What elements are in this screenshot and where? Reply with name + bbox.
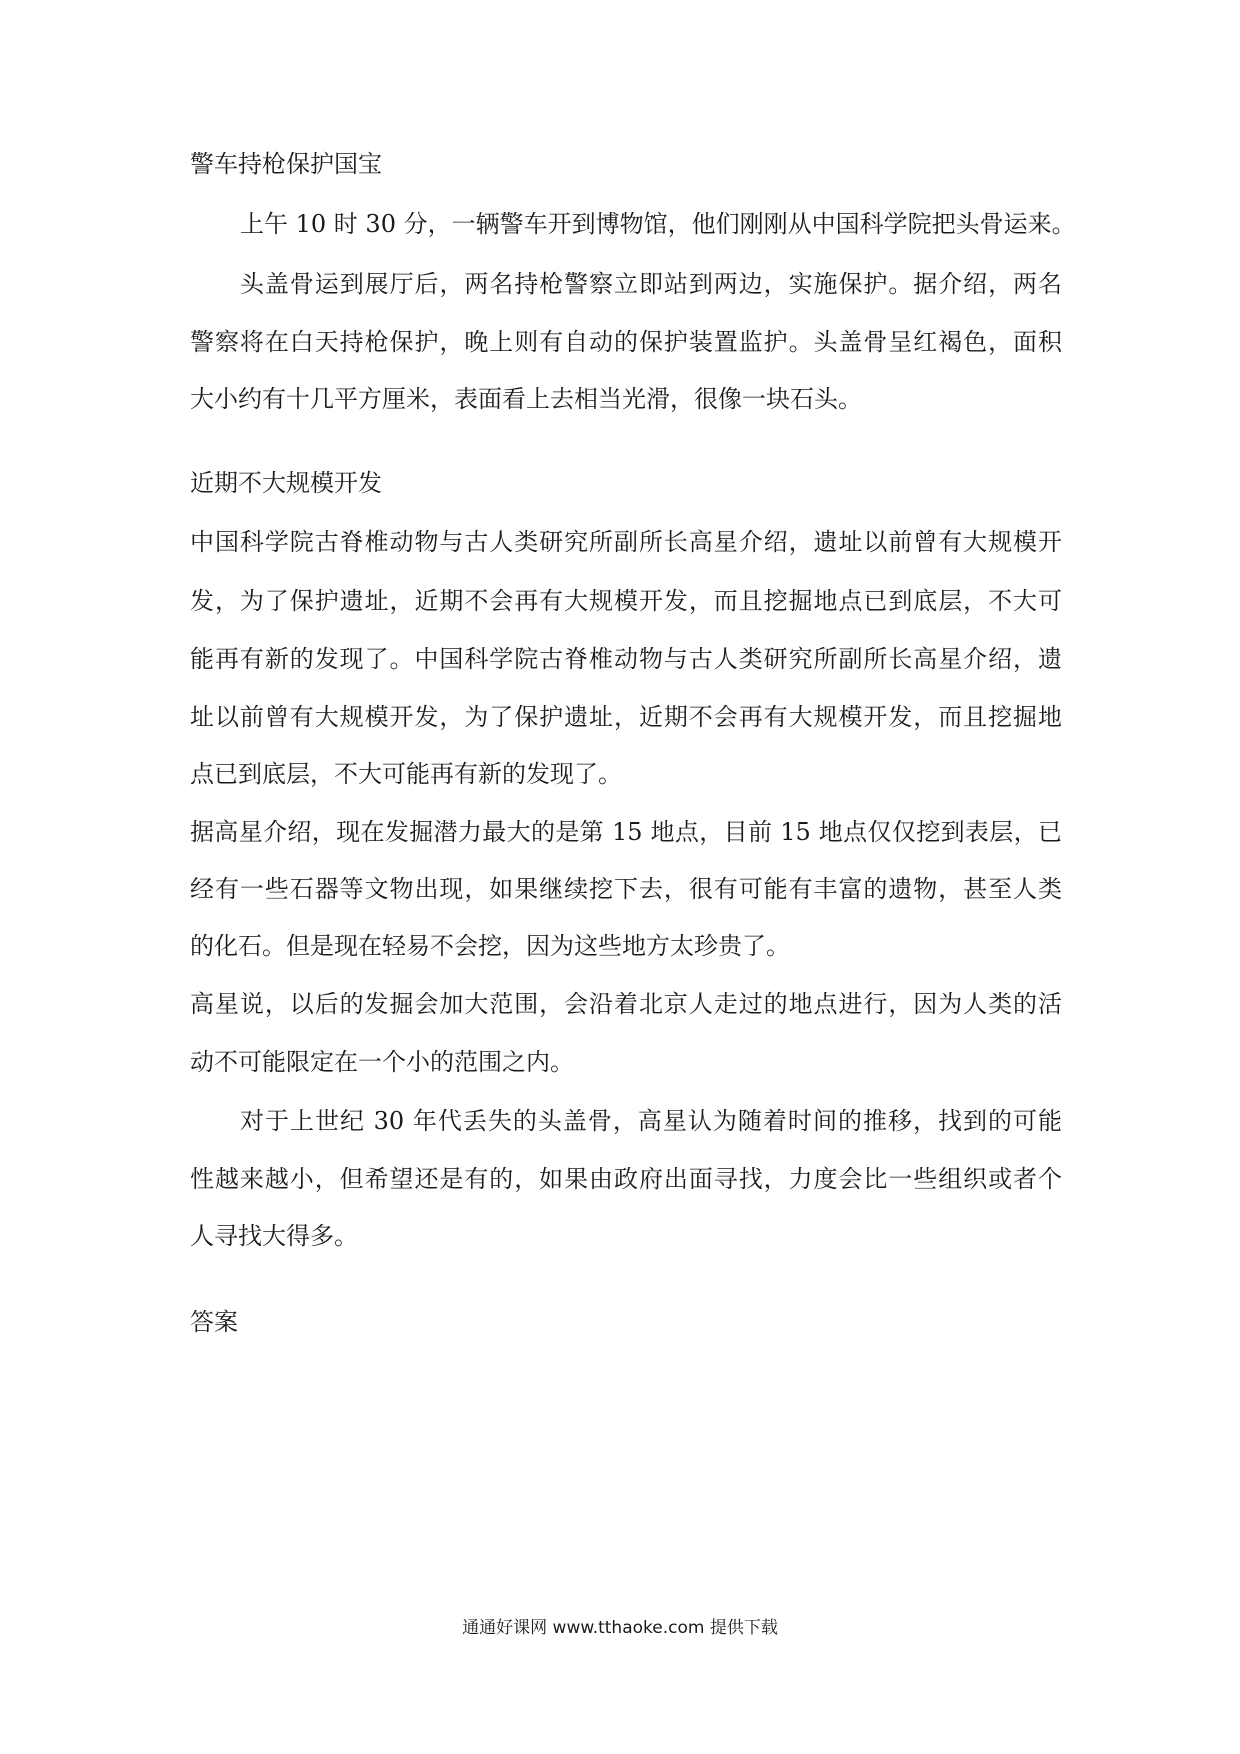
paragraph-line: 据高星介绍，现在发掘潜力最大的是第 15 地点，目前 15 地点仅仅挖到表层，已 bbox=[190, 818, 1062, 846]
paragraph-line: 警察将在白天持枪保护，晚上则有自动的保护装置监护。头盖骨呈红褐色，面积 bbox=[190, 328, 1062, 356]
paragraph-line: 的化石。但是现在轻易不会挖，因为这些地方太珍贵了。 bbox=[190, 932, 790, 960]
paragraph-line: 上午 10 时 30 分，一辆警车开到博物馆，他们刚刚从中国科学院把头骨运来。 bbox=[240, 210, 1076, 238]
paragraph-line: 大小约有十几平方厘米，表面看上去相当光滑，很像一块石头。 bbox=[190, 385, 862, 413]
paragraph-line: 人寻找大得多。 bbox=[190, 1222, 358, 1250]
answer-heading: 答案 bbox=[190, 1308, 238, 1336]
paragraph-line: 头盖骨运到展厅后，两名持枪警察立即站到两边，实施保护。据介绍，两名 bbox=[240, 270, 1062, 298]
paragraph-line: 能再有新的发现了。中国科学院古脊椎动物与古人类研究所副所长高星介绍，遗 bbox=[190, 645, 1062, 673]
section-heading: 警车持枪保护国宝 bbox=[190, 150, 382, 178]
paragraph-line: 高星说，以后的发掘会加大范围，会沿着北京人走过的地点进行，因为人类的活 bbox=[190, 990, 1062, 1018]
paragraph-line: 对于上世纪 30 年代丢失的头盖骨，高星认为随着时间的推移，找到的可能 bbox=[240, 1107, 1062, 1135]
paragraph-line: 址以前曾有大规模开发，为了保护遗址，近期不会再有大规模开发，而且挖掘地 bbox=[190, 703, 1062, 731]
paragraph-line: 点已到底层，不大可能再有新的发现了。 bbox=[190, 760, 622, 788]
paragraph-line: 中国科学院古脊椎动物与古人类研究所副所长高星介绍，遗址以前曾有大规模开 bbox=[190, 528, 1062, 556]
paragraph-line: 动不可能限定在一个小的范围之内。 bbox=[190, 1048, 574, 1076]
paragraph-line: 经有一些石器等文物出现，如果继续挖下去，很有可能有丰富的遗物，甚至人类 bbox=[190, 875, 1062, 903]
page-footer: 通通好课网 www.tthaoke.com 提供下载 bbox=[462, 1618, 778, 1638]
paragraph-line: 发，为了保护遗址，近期不会再有大规模开发，而且挖掘地点已到底层，不大可 bbox=[190, 587, 1062, 615]
paragraph-line: 性越来越小，但希望还是有的，如果由政府出面寻找，力度会比一些组织或者个 bbox=[190, 1165, 1062, 1193]
section-heading: 近期不大规模开发 bbox=[190, 469, 382, 497]
